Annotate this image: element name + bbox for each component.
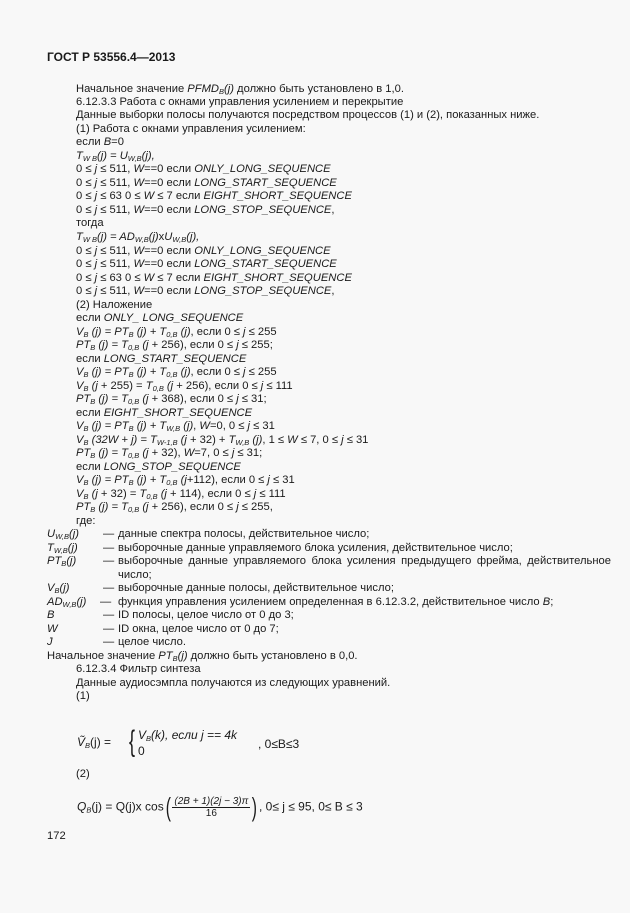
text-line: 6.12.3.3 Работа с окнами управления усилением и перекрытие bbox=[76, 96, 404, 108]
definition-dash: — bbox=[103, 623, 115, 635]
text-line: $V_B$ $(j) = PT_B$ $(j) + T_{0,B}$ (j+112), если 0 ≤ j ≤ 31 bbox=[76, 474, 295, 487]
text-line: (2) bbox=[76, 768, 90, 780]
definition-term: B bbox=[47, 609, 55, 621]
text-line: 0 ≤ j ≤ 63 0 ≤ W ≤ 7 если EIGHT_SHORT_SEQUENCE bbox=[76, 190, 352, 202]
text-line: $T_{W B}(j) = AD_{W,B}(j)xU_{W,B}(j)$, bbox=[76, 231, 200, 244]
text-line: где: bbox=[76, 515, 96, 527]
text-line: если ONLY_ LONG_SEQUENCE bbox=[76, 312, 244, 324]
formula-1-brace: { bbox=[129, 725, 136, 758]
definition-text: выборочные данные управляемого блока усиления, действительное число; bbox=[118, 542, 513, 554]
text-line: Начальное значение $PT_B(j)$ должно быть установлено в 0,0. bbox=[47, 650, 358, 663]
text-line: $V_B$ $(j) = PT_B$ $(j) + T_{0,B}$ (j), если 0 ≤ j ≤ 255 bbox=[76, 366, 277, 379]
definition-text: ID окна, целое число от 0 до 7; bbox=[118, 623, 279, 635]
text-line: $PT_B$ $(j) = T_{0,B}$ (j + 256), если 0 ≤ j ≤ 255, bbox=[76, 501, 273, 514]
text-line: $V_B$ $(j) = PT_B$ $(j) + T_{W,B}$ (j), W=0, 0 ≤ j ≤ 31 bbox=[76, 420, 275, 433]
definition-term: J bbox=[47, 636, 53, 648]
document-header: ГОСТ Р 53556.4—2013 bbox=[47, 50, 176, 64]
text-line: $V_B$ $(32W + j) = T_{W-1,B}$ $(j + 32) + T_{W,B}$ (j), 1 ≤ W ≤ 7, 0 ≤ j ≤ 31 bbox=[76, 434, 369, 447]
definition-text: целое число. bbox=[118, 636, 186, 648]
definition-dash: — bbox=[103, 609, 115, 621]
formula-1-case2: 0 bbox=[138, 744, 145, 758]
text-line: (1) Работа с окнами управления усилением: bbox=[76, 123, 306, 135]
definition-dash: — bbox=[103, 542, 115, 554]
text-line: 0 ≤ j ≤ 511, W==0 если LONG_STOP_SEQUENCE, bbox=[76, 204, 335, 216]
text-line: 0 ≤ j ≤ 511, W==0 если LONG_START_SEQUENCE bbox=[76, 258, 337, 270]
definition-dash: — bbox=[100, 596, 112, 608]
formula-1-case1: $V_B(k)$, если j == 4k bbox=[138, 728, 238, 743]
formula-2-fraction: $\frac{(2B + 1)(2j - 3)\pi}{16}$ bbox=[174, 796, 249, 819]
text-line: тогда bbox=[76, 217, 104, 229]
definition-text: данные спектра полосы, действительное число; bbox=[118, 528, 370, 540]
text-line: 6.12.3.4 Фильтр синтеза bbox=[76, 663, 201, 675]
text-line: $PT_B$ $(j) = T_{0,B}$ (j + 32), W=7, 0 ≤ j ≤ 31; bbox=[76, 447, 263, 460]
text-line: если EIGHT_SHORT_SEQUENCE bbox=[76, 407, 253, 419]
definition-term: $AD_{W,B}(j)$ bbox=[47, 596, 87, 609]
text-line: 0 ≤ j ≤ 511, W==0 если ONLY_LONG_SEQUENCE bbox=[76, 245, 331, 257]
text-line: если LONG_STOP_SEQUENCE bbox=[76, 461, 241, 473]
formula-1: Ṽ$_B$(j) = bbox=[77, 735, 112, 750]
definition-dash: — bbox=[103, 555, 115, 567]
definition-text: выборочные данные управляемого блока усиления предыдущего фрейма, действительное bbox=[118, 555, 611, 567]
text-line: если B=0 bbox=[76, 136, 124, 148]
definition-term: W bbox=[47, 623, 58, 635]
text-line: 0 ≤ j ≤ 63 0 ≤ W ≤ 7 если EIGHT_SHORT_SEQUENCE bbox=[76, 272, 352, 284]
definition-text: выборочные данные полосы, действительное число; bbox=[118, 582, 394, 594]
text-line: $PT_B$ $(j) = T_{0,B}$ (j + 256), если 0 ≤ j ≤ 255; bbox=[76, 339, 273, 352]
definition-text: функция управления усилением определенная в 6.12.3.2, действительное число B; bbox=[118, 596, 554, 608]
definition-dash: — bbox=[103, 528, 115, 540]
text-line: 0 ≤ j ≤ 511, W==0 если ONLY_LONG_SEQUENCE bbox=[76, 163, 331, 175]
definition-term: $U_{W,B}(j)$ bbox=[47, 528, 79, 541]
definition-term: $T_{W,B}(j)$ bbox=[47, 542, 78, 555]
formula-1-condition: , 0≤B≤3 bbox=[258, 737, 300, 751]
definition-term: $V_B(j)$ bbox=[47, 582, 70, 595]
text-line: (2) Наложение bbox=[76, 299, 153, 311]
definition-text-continued: число; bbox=[118, 569, 152, 581]
definition-text: ID полосы, целое число от 0 до 3; bbox=[118, 609, 294, 621]
formula-1-lhs: Ṽ bbox=[77, 735, 86, 749]
formula-2: $Q_B(j) = Q(j)x$ cos( $\frac{(2B + 1)(2j - 3)\pi}{16}$ ) , 0≤ j ≤ 95, 0≤ B ≤ 3 bbox=[77, 792, 363, 822]
definition-dash: — bbox=[103, 636, 115, 648]
definition-dash: — bbox=[103, 582, 115, 594]
text-line: $V_B$ $(j + 32) = T_{0,B}$ (j + 114), если 0 ≤ j ≤ 111 bbox=[76, 488, 286, 501]
text-line: 0 ≤ j ≤ 511, W==0 если LONG_STOP_SEQUENCE, bbox=[76, 285, 335, 297]
text-line: $T_{W B}(j) = U_{W,B}(j)$, bbox=[76, 150, 155, 163]
text-line: 0 ≤ j ≤ 511, W==0 если LONG_START_SEQUENCE bbox=[76, 177, 337, 189]
definition-term: $PT_B(j)$ bbox=[47, 555, 77, 568]
text-line: Данные выборки полосы получаются посредством процессов (1) и (2), показанных ниже. bbox=[76, 109, 540, 121]
text-line: если LONG_START_SEQUENCE bbox=[76, 353, 247, 365]
text-line: $PT_B$ $(j) = T_{0,B}$ (j + 368), если 0 ≤ j ≤ 31; bbox=[76, 393, 267, 406]
text-line: Начальное значение $PFMD_B(j)$ должно быть установлено в 1,0. bbox=[76, 83, 404, 96]
text-line: Данные аудиосэмпла получаются из следующих уравнений. bbox=[76, 677, 391, 689]
text-line: (1) bbox=[76, 690, 90, 702]
page-number: 172 bbox=[47, 830, 66, 842]
text-line: $V_B$ $(j + 255) = T_{0,B}$ (j + 256), если 0 ≤ j ≤ 111 bbox=[76, 380, 293, 393]
text-line: $V_B$ $(j) = PT_B$ $(j) + T_{0,B}$ (j), если 0 ≤ j ≤ 255 bbox=[76, 326, 277, 339]
